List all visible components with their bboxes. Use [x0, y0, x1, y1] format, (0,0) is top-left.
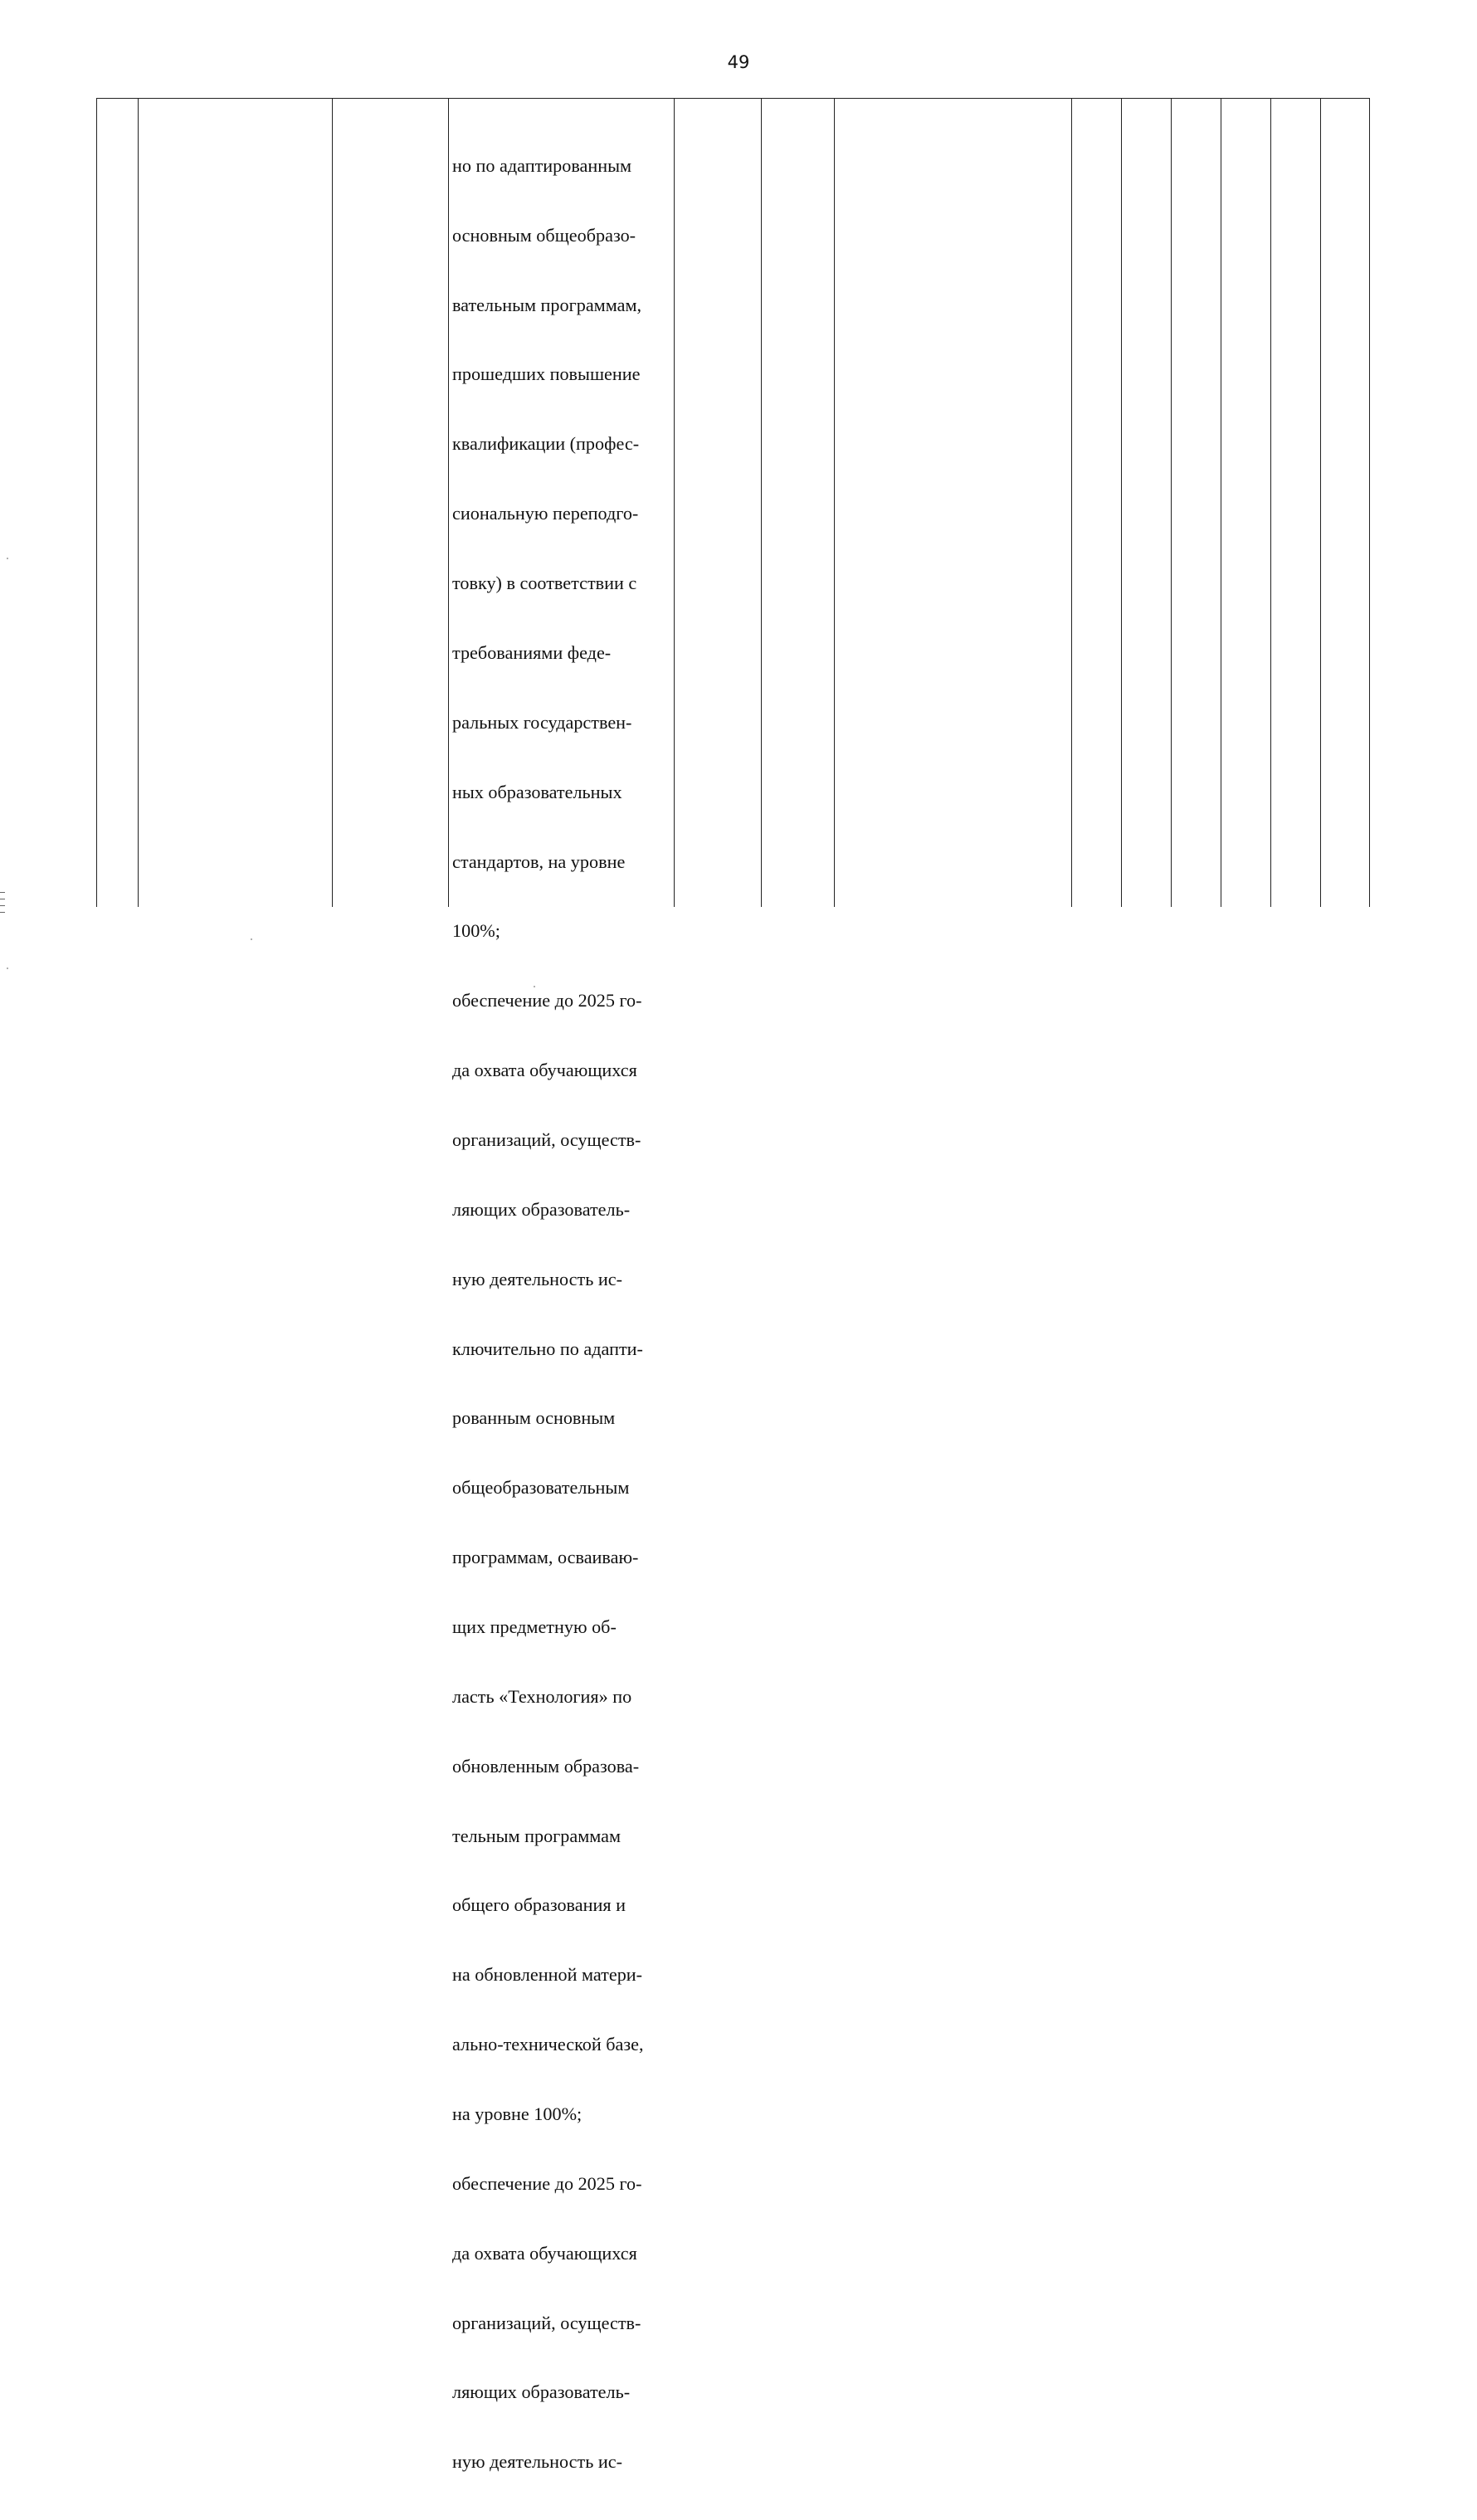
cell-line: ных образовательных	[452, 781, 622, 802]
cell-line: ляющих образователь-	[452, 2381, 631, 2403]
cell-line: обеспечение до 2025 го-	[452, 2172, 642, 2194]
column-border	[1171, 98, 1172, 907]
data-table	[0, 98, 1408, 2473]
cell-line: ально-технической базе,	[452, 2034, 644, 2055]
scan-speck	[534, 986, 535, 987]
cell-line: вательным программам,	[452, 294, 642, 315]
scan-speck	[7, 968, 8, 969]
cell-line: организаций, осуществ-	[452, 1128, 641, 1150]
cell-line: ляющих образователь-	[452, 1198, 631, 1220]
column-border	[1369, 98, 1370, 907]
column-border	[448, 98, 449, 907]
cell-line: щих предметную об-	[452, 1616, 617, 1637]
cell-line: да охвата обучающихся	[452, 1060, 637, 1081]
cell-line: общеобразовательным	[452, 1477, 630, 1499]
cell-line: ключительно по адапти-	[452, 1338, 643, 1359]
cell-line: на обновленной матери-	[452, 1964, 643, 1986]
cell-line: да охвата обучающихся	[452, 2242, 637, 2264]
cell-line: сиональную переподго-	[452, 503, 639, 524]
column-border	[834, 98, 835, 907]
cell-line: 100%;	[452, 920, 500, 942]
column-border	[674, 98, 675, 907]
cell-line: на уровне 100%;	[452, 2103, 583, 2124]
scan-speck	[7, 558, 8, 559]
column-border	[1270, 98, 1271, 907]
cell-line: ласть «Технология» по	[452, 1685, 632, 1707]
cell-line: прошедших повышение	[452, 363, 641, 385]
table-top-border	[96, 98, 1369, 99]
cell-line: ную деятельность ис-	[452, 1268, 623, 1289]
scan-mark	[0, 912, 5, 913]
cell-line: стандартов, на уровне	[452, 851, 626, 872]
cell-line: рованным основным	[452, 1407, 616, 1429]
cell-line: товку) в соответствии с	[452, 573, 637, 594]
cell-line: ную деятельность ис-	[452, 2451, 623, 2473]
column-border	[332, 98, 333, 907]
scan-speck	[251, 938, 252, 940]
column-border	[1121, 98, 1122, 907]
column-border	[1071, 98, 1072, 907]
column-border	[138, 98, 139, 907]
column-border	[761, 98, 762, 907]
cell-line: обновленным образова-	[452, 1755, 640, 1777]
scan-mark	[0, 892, 5, 893]
cell-line: обеспечение до 2025 го-	[452, 990, 642, 1011]
scan-mark	[0, 905, 5, 906]
cell-line: ральных государствен-	[452, 711, 632, 733]
cell-line: требованиями феде-	[452, 641, 612, 663]
page-number: 49	[727, 52, 750, 72]
column-border	[96, 98, 97, 907]
cell-line: общего образования и	[452, 1894, 626, 1916]
cell-line: организаций, осуществ-	[452, 2312, 641, 2333]
column-border	[1320, 98, 1321, 907]
cell-line: основным общеобразо-	[452, 224, 636, 246]
cell-line: тельным программам	[452, 1825, 622, 1846]
indicator-cell-text	[452, 108, 672, 2520]
cell-line: программам, осваиваю-	[452, 1547, 639, 1568]
cell-line: квалификации (профес-	[452, 433, 640, 455]
cell-line: но по адаптированным	[452, 154, 632, 176]
